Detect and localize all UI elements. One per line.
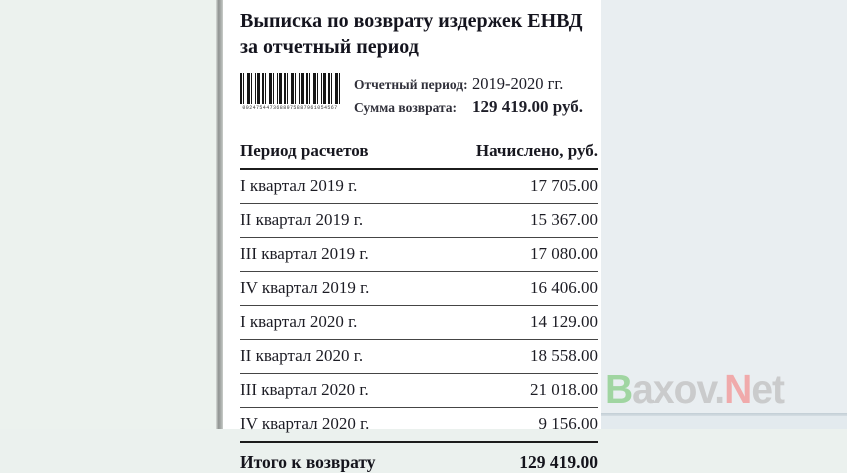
watermark-part: N: [724, 366, 752, 412]
refund-amount-label: Сумма возврата:: [354, 100, 458, 115]
table-row: [240, 170, 598, 204]
statement-page: [223, 0, 601, 472]
table-row: [240, 272, 598, 306]
table-row: [240, 306, 598, 340]
column-amount: Начислено, руб.: [475, 141, 598, 160]
costs-table: [240, 141, 598, 473]
statement-meta: [240, 73, 598, 120]
total-value: 129 419.00: [519, 452, 598, 472]
background-left: [0, 0, 216, 429]
watermark-part: B: [605, 366, 633, 412]
amount-cell: 18 558.00: [530, 346, 598, 365]
table-row: [240, 408, 598, 443]
amount-cell: 17 705.00: [530, 176, 598, 195]
watermark-part: axov.: [632, 366, 725, 412]
report-period-label: Отчетный период:: [354, 77, 468, 92]
amount-cell: 9 156.00: [538, 414, 598, 433]
watermark: [605, 366, 784, 413]
refund-amount-line: [354, 97, 598, 117]
period-cell: II квартал 2020 г.: [240, 346, 364, 365]
period-cell: I квартал 2019 г.: [240, 176, 358, 195]
refund-amount-value: 129 419.00 руб.: [472, 97, 584, 116]
table-row: [240, 340, 598, 374]
statement-title: Выписка по возврату издержек ЕНВД за отчетный период: [240, 10, 583, 58]
background-below-card: [601, 416, 847, 429]
period-cell: I квартал 2020 г.: [240, 312, 358, 331]
barcode-block: [240, 73, 340, 111]
total-row: [240, 443, 598, 473]
amount-cell: 21 018.00: [530, 380, 598, 399]
period-cell: II квартал 2019 г.: [240, 210, 364, 229]
watermark-part: et: [751, 366, 785, 412]
background-right: [601, 0, 847, 429]
barcode-digits: 0024754473688975887961054567: [242, 105, 338, 111]
amount-cell: 17 080.00: [530, 244, 598, 263]
column-period: Период расчетов: [240, 141, 369, 160]
page-edge-shadow: [216, 0, 223, 429]
table-row: [240, 238, 598, 272]
period-cell: III квартал 2020 г.: [240, 380, 369, 399]
table-row: [240, 374, 598, 408]
amount-cell: 14 129.00: [530, 312, 598, 331]
report-period-value: 2019-2020 гг.: [472, 74, 564, 93]
amount-cell: 16 406.00: [530, 278, 598, 297]
period-cell: IV квартал 2019 г.: [240, 278, 370, 297]
period-cell: III квартал 2019 г.: [240, 244, 369, 263]
report-period-line: [354, 74, 598, 94]
total-label: Итого к возврату: [240, 452, 376, 472]
table-row: [240, 204, 598, 238]
summary-block: [354, 73, 598, 120]
period-cell: IV квартал 2020 г.: [240, 414, 370, 433]
table-header: [240, 141, 598, 170]
barcode-icon: [240, 73, 340, 104]
amount-cell: 15 367.00: [530, 210, 598, 229]
